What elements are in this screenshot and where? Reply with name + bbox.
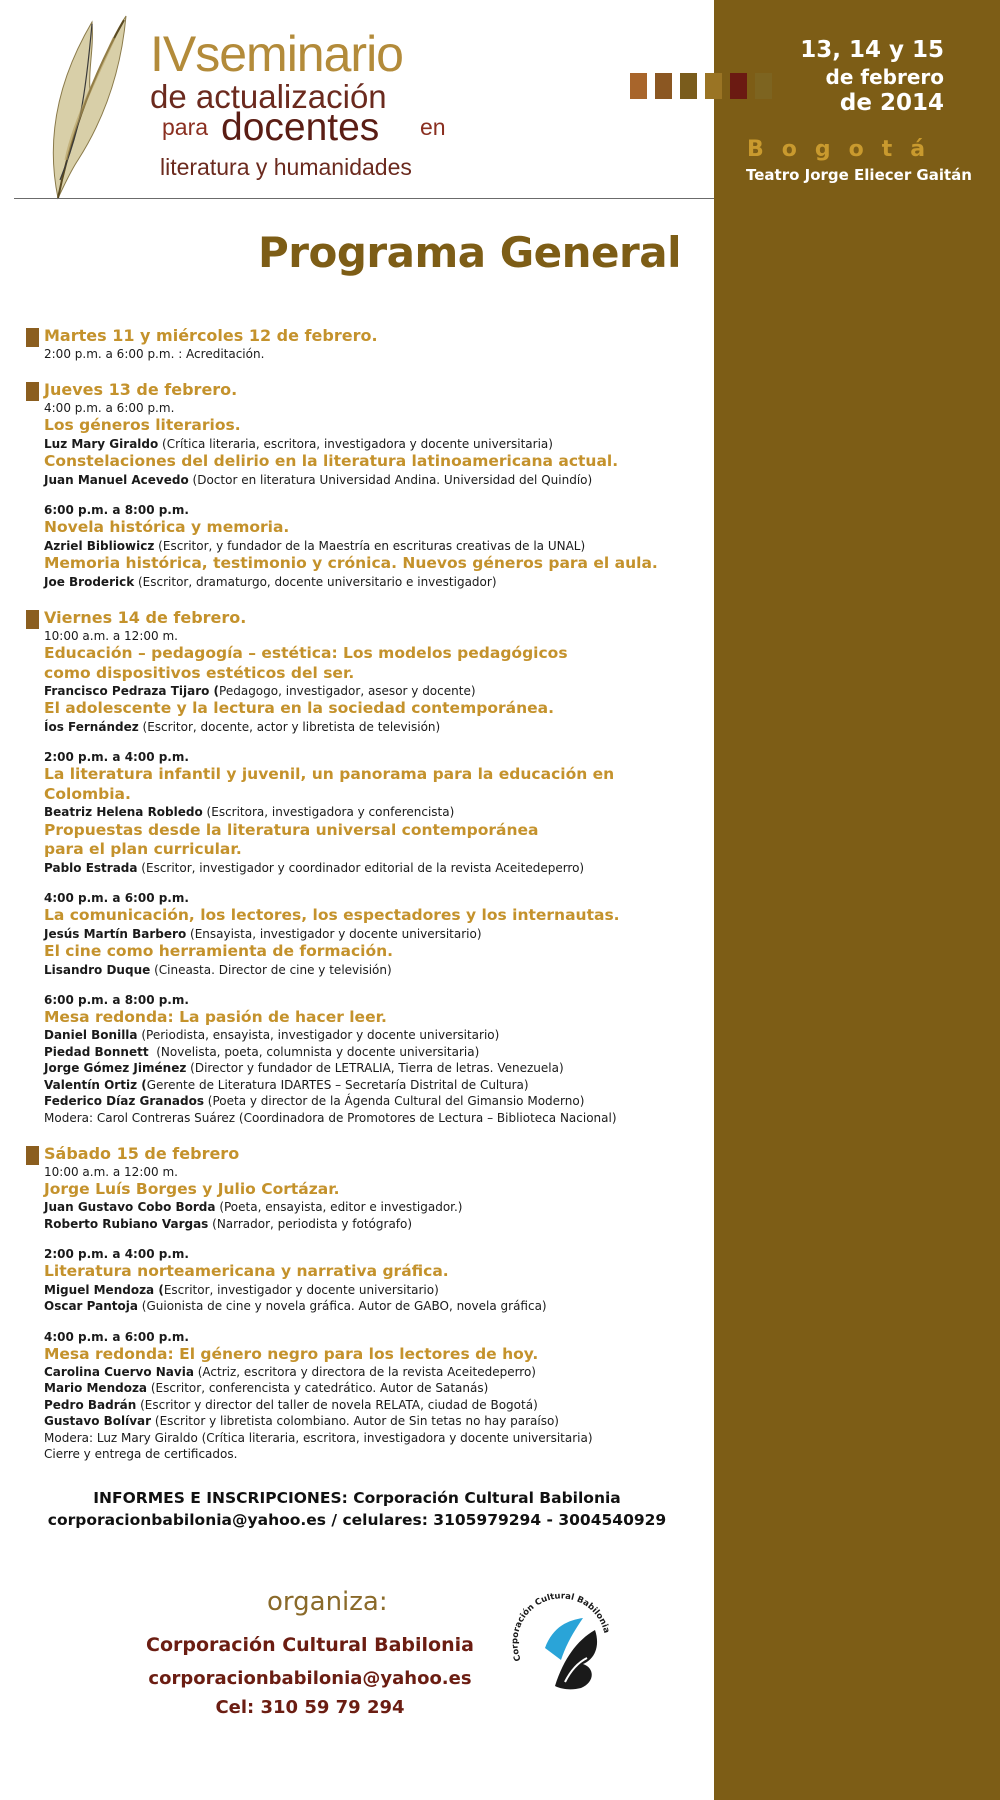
day-marker-icon [26, 1146, 39, 1165]
info-line-1: INFORMES E INSCRIPCIONES: Corporación Cultural Babilonia [93, 1489, 621, 1507]
swatch [630, 73, 647, 99]
babilonia-logo-icon [503, 1590, 623, 1700]
panelist-line: Piedad Bonnett (Novelista, poeta, columnista y docente universitaria) [44, 1044, 480, 1059]
speaker-line: Lisandro Duque (Cineasta. Director de cine y televisión) [44, 962, 392, 977]
day-heading: Viernes 14 de febrero. [44, 608, 704, 628]
day-marker-icon [26, 382, 39, 401]
speaker-line: Francisco Pedraza Tijaro (Pedagogo, investigador, asesor y docente) [44, 684, 476, 699]
svg-text:Corporación Cultural Babilonia: Corporación Cultural Babilonia [510, 1591, 612, 1663]
time-slot: 6:00 p.m. a 8:00 p.m. [44, 503, 189, 518]
header-divider [14, 198, 714, 199]
swatch [730, 73, 747, 99]
swatch [705, 73, 722, 99]
swatch [680, 73, 697, 99]
talk-title: El cine como herramienta de formación. [44, 942, 394, 961]
program-title: Programa General [258, 228, 681, 277]
day-heading: Jueves 13 de febrero. [44, 380, 704, 400]
speaker-line: Azriel Bibliowicz (Escritor, y fundador de la Maestría en escrituras creativas de la UNAL) [44, 538, 586, 553]
time-slot: 2:00 p.m. a 4:00 p.m. [44, 750, 189, 765]
swatch [755, 73, 772, 99]
organizer-name: Corporación Cultural Babilonia [146, 1634, 474, 1656]
title-en: en [420, 114, 446, 140]
day-marker-icon [26, 328, 39, 347]
talk-title: Memoria histórica, testimonio y crónica. Nuevos géneros para el aula. [44, 554, 658, 573]
sidebar-panel [714, 0, 1000, 1800]
speaker-line: Pablo Estrada (Escritor, investigador y coordinador editorial de la revista Aceitedeperro) [44, 860, 585, 875]
panelist-line: Valentín Ortiz (Gerente de Literatura IDARTES – Secretaría Distrital de Cultura) [44, 1077, 529, 1092]
speaker-line: Jesús Martín Barbero (Ensayista, investigador y docente universitario) [44, 926, 482, 941]
talk-title: Mesa redonda: El género negro para los lectores de hoy. [44, 1344, 539, 1363]
venue-name: Teatro Jorge Eliecer Gaitán [746, 166, 972, 184]
swatch [655, 73, 672, 99]
program-content [44, 326, 704, 1462]
talk-title: La literatura infantil y juvenil, un panorama para la educación en Colombia. [44, 765, 615, 803]
event-dates [800, 36, 944, 118]
talk-title: Educación – pedagogía – estética: Los modelos pedagógicos [44, 644, 568, 663]
panelist-line: Mario Mendoza (Escritor, conferencista y catedrático. Autor de Satanás) [44, 1381, 489, 1396]
panelist-line: Pedro Badrán (Escritor y director del taller de novela RELATA, ciudad de Bogotá) [44, 1397, 538, 1412]
seminar-title [150, 26, 446, 180]
speaker-line: Juan Gustavo Cobo Borda (Poeta, ensayista, editor e investigador.) [44, 1200, 463, 1215]
talk-title: Literatura norteamericana y narrativa gráfica. [44, 1262, 449, 1281]
time-slot: 6:00 p.m. a 8:00 p.m. [44, 992, 189, 1007]
time-slot: 10:00 a.m. a 12:00 m. [44, 1164, 178, 1179]
organizer-label: organiza: [267, 1587, 388, 1617]
title-sub: de actualización [150, 78, 387, 115]
talk-title: Constelaciones del delirio en la literatura latinoamericana actual. [44, 452, 619, 471]
talk-title: Jorge Luís Borges y Julio Cortázar. [44, 1179, 340, 1198]
moderator-line: Modera: Carol Contreras Suárez (Coordinadora de Promotores de Lectura – Biblioteca Nacional) [44, 1110, 617, 1125]
speaker-line: Roberto Rubiano Vargas (Narrador, periodista y fotógrafo) [44, 1216, 413, 1231]
talk-title: como dispositivos estéticos del ser. [44, 663, 355, 682]
talk-title: para el plan curricular. [44, 840, 242, 859]
speaker-line: Miguel Mendoza (Escritor, investigador y docente universitario) [44, 1282, 439, 1297]
talk-title: Los géneros literarios. [44, 416, 241, 435]
color-swatches [630, 73, 772, 99]
speaker-line: Juan Manuel Acevedo (Doctor en literatura Universidad Andina. Universidad del Quindío) [44, 472, 593, 487]
day-marker-icon [26, 610, 39, 629]
date-line-2: de febrero [825, 65, 944, 89]
talk-title: El adolescente y la lectura en la sociedad contemporánea. [44, 699, 554, 718]
title-docentes: docentes [221, 106, 380, 149]
organizer-email[interactable]: corporacionbabilonia@yahoo.es [148, 1668, 472, 1689]
speaker-line: Oscar Pantoja (Guionista de cine y novela gráfica. Autor de GABO, novela gráfica) [44, 1299, 547, 1314]
speaker-line: Íos Fernández (Escritor, docente, actor y libretista de televisión) [44, 719, 441, 734]
info-line-2[interactable]: corporacionbabilonia@yahoo.es / celulares: 3105979294 - 3004540929 [47, 1511, 667, 1529]
schedule-line: 2:00 p.m. a 6:00 p.m. : Acreditación. [44, 347, 265, 361]
city-name: Bogotá [747, 137, 944, 162]
quill-logo-icon [30, 10, 140, 200]
closing-line: Cierre y entrega de certificados. [44, 1447, 238, 1462]
title-literatura: literatura y humanidades [160, 154, 412, 180]
time-slot: 4:00 p.m. a 6:00 p.m. [44, 1329, 189, 1344]
day-heading: Martes 11 y miércoles 12 de febrero. [44, 326, 704, 346]
organizer-block [140, 1627, 480, 1721]
panelist-line: Daniel Bonilla (Periodista, ensayista, investigador y docente universitario) [44, 1028, 500, 1043]
moderator-line: Modera: Luz Mary Giraldo (Crítica literaria, escritora, investigadora y docente universitaria) [44, 1430, 593, 1445]
time-slot: 2:00 p.m. a 4:00 p.m. [44, 1247, 189, 1262]
talk-title: Novela histórica y memoria. [44, 518, 290, 537]
organizer-phone: Cel: 310 59 79 294 [215, 1697, 405, 1718]
time-slot: 4:00 p.m. a 6:00 p.m. [44, 891, 189, 906]
speaker-line: Joe Broderick (Escritor, dramaturgo, docente universitario e investigador) [44, 574, 497, 589]
talk-title: La comunicación, los lectores, los espectadores y los internautas. [44, 906, 620, 925]
talk-title: Mesa redonda: La pasión de hacer leer. [44, 1007, 387, 1026]
date-line-1: 13, 14 y 15 [800, 37, 944, 63]
title-para: para [162, 114, 209, 140]
time-slot: 10:00 a.m. a 12:00 m. [44, 629, 178, 644]
time-slot: 4:00 p.m. a 6:00 p.m. [44, 401, 175, 416]
panelist-line: Carolina Cuervo Navia (Actriz, escritora y directora de la revista Aceitedeperro) [44, 1365, 536, 1380]
panelist-line: Jorge Gómez Jiménez (Director y fundador de LETRALIA, Tierra de letras. Venezuela) [44, 1061, 564, 1076]
speaker-line: Luz Mary Giraldo (Crítica literaria, escritora, investigadora y docente universitaria) [44, 436, 553, 451]
speaker-line: Beatriz Helena Robledo (Escritora, investigadora y conferencista) [44, 805, 455, 820]
title-main: IVseminario [150, 26, 403, 82]
talk-title: Propuestas desde la literatura universal contemporánea [44, 820, 539, 839]
panelist-line: Gustavo Bolívar (Escritor y libretista colombiano. Autor de Sin tetas no hay paraíso) [44, 1414, 559, 1429]
date-line-3: de 2014 [839, 90, 944, 116]
panelist-line: Federico Díaz Granados (Poeta y director de la Ágenda Cultural del Gimansio Moderno) [44, 1094, 585, 1109]
registration-info [0, 1487, 714, 1531]
day-heading: Sábado 15 de febrero [44, 1144, 704, 1164]
